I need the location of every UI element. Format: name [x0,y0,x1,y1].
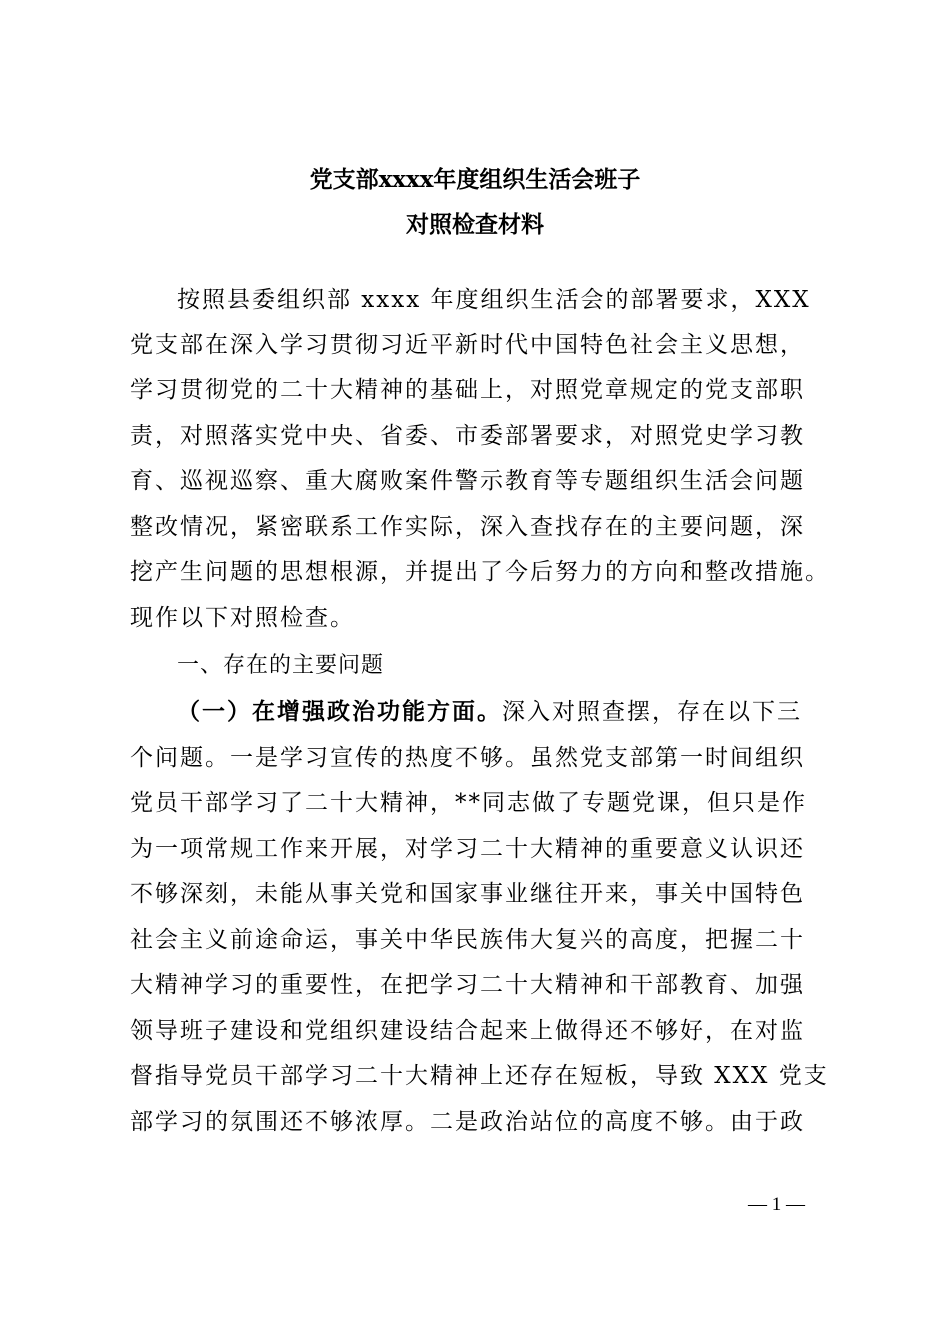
page-number: — 1 — [748,1194,805,1215]
paragraph-line: 育、巡视巡察、重大腐败案件警示教育等专题组织生活会问题 [130,468,805,494]
paragraph-line: 责，对照落实党中央、省委、市委部署要求，对照党史学习教 [130,423,805,449]
paragraph-line: 不够深刻，未能从事关党和国家事业继往开来，事关中国特色 [130,881,805,907]
paragraph-line: 整改情况，紧密联系工作实际，深入查找存在的主要问题，深 [130,514,805,540]
paragraph-line: 党支部在深入学习贯彻习近平新时代中国特色社会主义思想， [130,332,805,358]
subsection-first-line [177,697,802,727]
paragraph-line: 社会主义前途命运，事关中华民族伟大复兴的高度，把握二十 [130,927,805,953]
paragraph-line: 挖产生问题的思想根源，并提出了今后努力的方向和整改措施。 [130,559,830,585]
paragraph-line: 按照县委组织部 xxxx 年度组织生活会的部署要求，XXX [177,287,811,313]
section-heading: 一、存在的主要问题 [177,653,385,678]
paragraph-line: 领导班子建设和党组织建设结合起来上做得还不够好，在对监 [130,1018,805,1044]
document-title-line2: 对照检查材料 [406,211,544,238]
paragraph-line: 督指导党员干部学习二十大精神上还存在短板，导致 XXX 党支 [130,1063,829,1089]
subsection-heading: （一）在增强政治功能方面。 [177,698,502,725]
paragraph-line: 党员干部学习了二十大精神，**同志做了专题党课，但只是作 [130,790,807,816]
paragraph-line: 部学习的氛围还不够浓厚。二是政治站位的高度不够。由于政 [130,1109,805,1135]
paragraph-line: 学习贯彻党的二十大精神的基础上，对照党章规定的党支部职 [130,377,805,403]
paragraph-line: 大精神学习的重要性，在把学习二十大精神和干部教育、加强 [130,972,805,998]
paragraph-line: 个问题。一是学习宣传的热度不够。虽然党支部第一时间组织 [130,745,805,771]
paragraph-line: 为一项常规工作来开展，对学习二十大精神的重要意义认识还 [130,836,805,862]
document-title-line1: 党支部xxxx年度组织生活会班子 [309,166,641,193]
paragraph-line: 现作以下对照检查。 [130,605,355,631]
subsection-first-line-text: 深入对照查摆，存在以下三 [502,699,802,725]
